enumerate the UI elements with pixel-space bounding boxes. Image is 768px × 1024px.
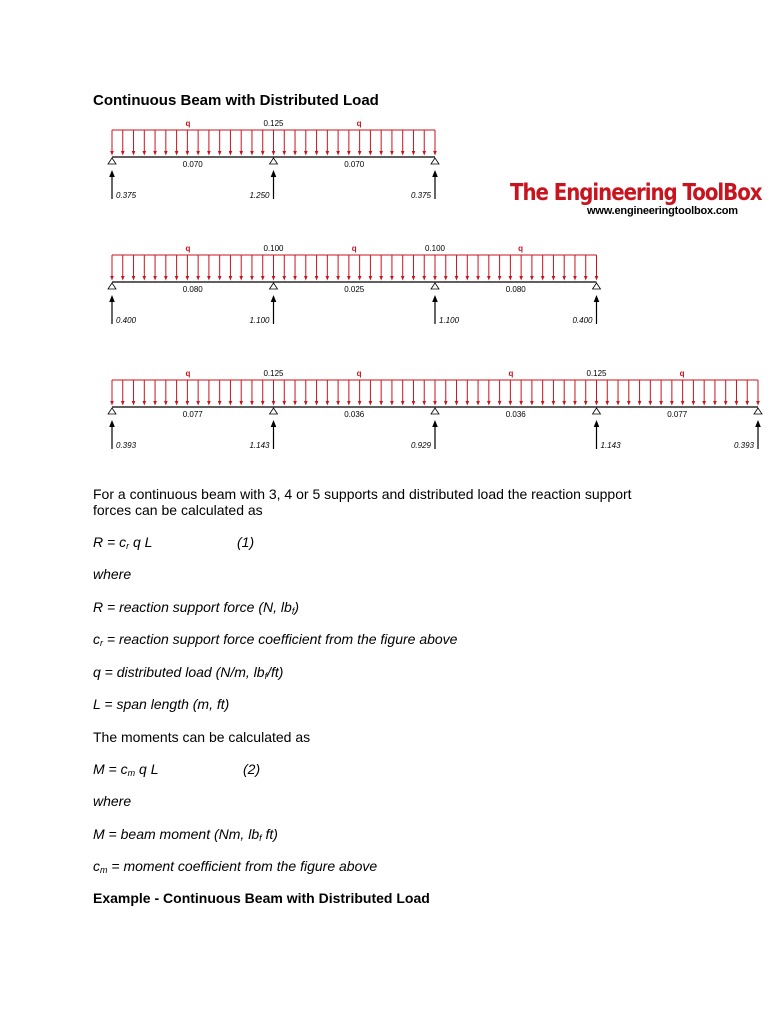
load-arrow-head [444,276,448,281]
eq2-lhs: M = c [93,761,128,777]
support-triangle [431,283,439,289]
equation-2 [93,761,158,781]
load-arrow-head [186,151,190,156]
def-R-a: R = reaction support force (N, lb [93,599,292,615]
reaction-arrow-head [109,295,115,302]
load-arrow-head [455,276,459,281]
load-arrow-head [584,276,588,281]
support-triangle [593,408,601,414]
reaction-coefficient: 0.400 [572,316,593,325]
load-arrow-head [401,401,405,406]
load-arrow-head [573,401,577,406]
load-arrow-head [519,276,523,281]
load-arrow-head [153,151,157,156]
support-triangle [431,158,439,164]
load-arrow-head [401,151,405,156]
load-arrow-head [358,151,362,156]
load-arrow-head [358,401,362,406]
support-triangle [108,408,116,414]
support-triangle [270,408,278,414]
def-cr-a: c [93,631,100,647]
logo-name: The Engineering ToolBox [510,180,762,206]
load-label-q: q [185,119,191,128]
reaction-coefficient: 1.100 [439,316,460,325]
load-arrow-head [143,151,147,156]
def-R-sub: f [291,606,295,616]
support-triangle [270,158,278,164]
equation-1-number: (1) [237,534,255,550]
load-arrow-head [143,401,147,406]
load-arrow-head [347,401,351,406]
reaction-arrow-head [432,420,438,427]
span-moment-coefficient: 0.070 [182,160,203,169]
load-arrow-head [552,401,556,406]
span-moment-coefficient: 0.036 [344,410,365,419]
eq2-rhs: q L [135,761,159,777]
load-arrow-head [304,151,308,156]
reaction-coefficient: 0.400 [116,316,137,325]
load-arrow-head [250,151,254,156]
reaction-coefficient: 1.100 [249,316,270,325]
load-arrow-head [509,401,513,406]
reaction-arrow-head [594,420,600,427]
load-arrow-head [498,276,502,281]
load-arrow-head [218,276,222,281]
load-label-q: q [351,244,357,253]
load-arrow-head [466,401,470,406]
def-cm-b: = moment coefficient from the figure above [107,858,378,874]
load-arrow-head [702,401,706,406]
load-arrow-head [196,401,200,406]
load-arrow-head [143,276,147,281]
load-arrow-head [541,276,545,281]
load-arrow-head [519,401,523,406]
load-arrow-head [261,151,265,156]
reaction-coefficient: 0.375 [410,191,431,200]
support-triangle [754,408,762,414]
load-arrow-head [466,276,470,281]
load-arrow-head [616,401,620,406]
load-arrow-head [735,401,739,406]
load-arrow-head [175,151,179,156]
load-arrow-head [412,401,416,406]
load-arrow-head [218,401,222,406]
load-arrow-head [164,401,168,406]
load-arrow-head [153,401,157,406]
load-arrow-head [110,151,114,156]
load-arrow-head [605,401,609,406]
load-arrow-head [207,276,211,281]
load-arrow-head [336,151,340,156]
load-arrow-head [304,276,308,281]
load-arrow-head [196,276,200,281]
load-arrow-head [110,401,114,406]
def-R-b: ) [294,599,299,615]
reaction-arrow-head [271,170,277,177]
load-arrow-head [401,276,405,281]
load-label-q: q [508,369,514,378]
definition-q [93,664,283,684]
load-arrow-head [175,276,179,281]
load-arrow-head [412,276,416,281]
load-arrow-head [239,401,243,406]
equation-2-number: (2) [243,761,261,777]
reaction-arrow-head [271,295,277,302]
def-q-sub: f [264,671,268,681]
load-arrow-head [713,401,717,406]
load-arrow-head [422,151,426,156]
load-arrow-head [444,401,448,406]
load-arrow-head [304,401,308,406]
intro-line-2: forces can be calculated as [93,502,263,518]
load-arrow-head [282,276,286,281]
def-q-b: /ft) [267,664,284,680]
reaction-arrow-head [432,170,438,177]
load-arrow-head [261,276,265,281]
load-arrow-head [487,276,491,281]
logo-url: www.engineeringtoolbox.com [587,205,738,217]
load-arrow-head [433,276,437,281]
load-arrow-head [756,401,760,406]
load-arrow-head [229,401,233,406]
load-arrow-head [541,401,545,406]
load-arrow-head [164,151,168,156]
load-arrow-head [509,276,513,281]
support-moment-coefficient: 0.100 [263,244,284,253]
load-arrow-head [239,151,243,156]
load-arrow-head [379,401,383,406]
reaction-arrow-head [109,420,115,427]
load-arrow-head [552,276,556,281]
load-arrow-head [261,401,265,406]
load-arrow-head [293,276,297,281]
engineering-toolbox-logo[interactable] [510,180,762,217]
load-arrow-head [627,401,631,406]
load-arrow-head [498,401,502,406]
span-moment-coefficient: 0.025 [344,285,365,294]
load-arrow-head [433,151,437,156]
load-arrow-head [326,276,330,281]
load-arrow-head [347,276,351,281]
load-arrow-head [282,401,286,406]
load-arrow-head [250,401,254,406]
reaction-coefficient: 0.393 [733,441,754,450]
load-arrow-head [670,401,674,406]
load-arrow-head [207,401,211,406]
support-moment-coefficient: 0.100 [424,244,446,253]
def-M-sub: f [259,833,262,843]
span-moment-coefficient: 0.036 [505,410,526,419]
load-arrow-head [455,401,459,406]
load-arrow-head [379,151,383,156]
support-triangle [431,408,439,414]
load-arrow-head [315,276,319,281]
load-arrow-head [358,276,362,281]
eq2-sub: m [127,768,136,778]
load-arrow-head [390,151,394,156]
definition-cm [93,858,377,878]
def-cr-sub: r [100,638,103,648]
load-arrow-head [347,151,351,156]
load-arrow-head [336,401,340,406]
reaction-arrow-head [594,295,600,302]
load-arrow-head [293,151,297,156]
load-arrow-head [412,151,416,156]
load-arrow-head [121,401,125,406]
load-arrow-head [132,151,136,156]
load-arrow-head [530,401,534,406]
load-arrow-head [487,401,491,406]
where-1: where [93,566,132,582]
load-arrow-head [121,276,125,281]
load-arrow-head [250,276,254,281]
load-arrow-head [132,276,136,281]
equation-1 [93,534,152,554]
load-arrow-head [369,151,373,156]
load-label-q: q [185,369,191,378]
load-arrow-head [272,151,276,156]
load-arrow-head [186,401,190,406]
load-arrow-head [132,401,136,406]
reaction-coefficient: 0.929 [410,441,431,450]
load-arrow-head [692,401,696,406]
example-heading: Example - Continuous Beam with Distributed Load [93,890,430,906]
reaction-coefficient: 1.250 [249,191,270,200]
page-title: Continuous Beam with Distributed Load [93,92,379,109]
eq1-rhs: q L [129,534,153,550]
load-arrow-head [595,276,599,281]
moments-intro: The moments can be calculated as [93,729,311,745]
intro-line-1: For a continuous beam with 3, 4 or 5 supports and distributed load the reaction support [93,486,632,502]
span-moment-coefficient: 0.080 [182,285,203,294]
load-label-q: q [679,369,685,378]
load-arrow-head [272,401,276,406]
span-moment-coefficient: 0.077 [667,410,688,419]
span-moment-coefficient: 0.077 [182,410,203,419]
support-triangle [108,158,116,164]
load-arrow-head [293,401,297,406]
load-arrow-head [186,276,190,281]
load-arrow-head [153,276,157,281]
def-cm-a: c [93,858,100,874]
load-arrow-head [638,401,642,406]
load-arrow-head [121,151,125,156]
load-arrow-head [595,401,599,406]
load-arrow-head [659,401,663,406]
span-moment-coefficient: 0.080 [505,285,526,294]
load-arrow-head [175,401,179,406]
def-q-a: q = distributed load (N/m, lb [93,664,265,680]
load-arrow-head [433,401,437,406]
load-label-q: q [185,244,191,253]
support-triangle [270,283,278,289]
definition-R [93,599,299,619]
reaction-coefficient: 0.375 [116,191,137,200]
eq1-sub: r [126,541,130,551]
def-M-b: ft) [261,826,278,842]
load-arrow-head [422,401,426,406]
load-arrow-head [326,151,330,156]
reaction-arrow-head [109,170,115,177]
support-triangle [108,283,116,289]
support-moment-coefficient: 0.125 [263,119,284,128]
load-arrow-head [282,151,286,156]
beam-diagrams [0,0,768,470]
load-arrow-head [369,276,373,281]
load-arrow-head [681,401,685,406]
definition-M [93,826,278,846]
reaction-arrow-head [432,295,438,302]
load-label-q: q [356,369,362,378]
where-2: where [93,793,132,809]
load-arrow-head [207,151,211,156]
load-arrow-head [390,401,394,406]
load-arrow-head [164,276,168,281]
definition-L: L = span length (m, ft) [93,696,230,712]
reaction-arrow-head [271,420,277,427]
support-moment-coefficient: 0.125 [586,369,607,378]
load-label-q: q [518,244,524,253]
definition-cr [93,631,457,651]
load-arrow-head [369,401,373,406]
load-arrow-head [724,401,728,406]
load-arrow-head [218,151,222,156]
load-arrow-head [649,401,653,406]
def-cr-b: = reaction support force coefficient from the figure above [103,631,458,647]
reaction-arrow-head [755,420,761,427]
load-label-q: q [356,119,362,128]
load-arrow-head [745,401,749,406]
load-arrow-head [379,276,383,281]
reaction-coefficient: 1.143 [600,441,621,450]
load-arrow-head [315,151,319,156]
load-arrow-head [336,276,340,281]
load-arrow-head [326,401,330,406]
load-arrow-head [530,276,534,281]
eq1-lhs: R = c [93,534,127,550]
load-arrow-head [315,401,319,406]
load-arrow-head [239,276,243,281]
load-arrow-head [562,276,566,281]
support-triangle [593,283,601,289]
load-arrow-head [196,151,200,156]
support-moment-coefficient: 0.125 [263,369,284,378]
load-arrow-head [110,276,114,281]
load-arrow-head [229,276,233,281]
load-arrow-head [422,276,426,281]
load-arrow-head [562,401,566,406]
load-arrow-head [584,401,588,406]
def-cm-sub: m [100,865,108,875]
load-arrow-head [476,401,480,406]
reaction-coefficient: 0.393 [116,441,137,450]
def-M-a: M = beam moment (Nm, lb [93,826,260,842]
reaction-coefficient: 1.143 [249,441,270,450]
load-arrow-head [229,151,233,156]
span-moment-coefficient: 0.070 [344,160,365,169]
load-arrow-head [476,276,480,281]
load-arrow-head [573,276,577,281]
load-arrow-head [390,276,394,281]
load-arrow-head [272,276,276,281]
